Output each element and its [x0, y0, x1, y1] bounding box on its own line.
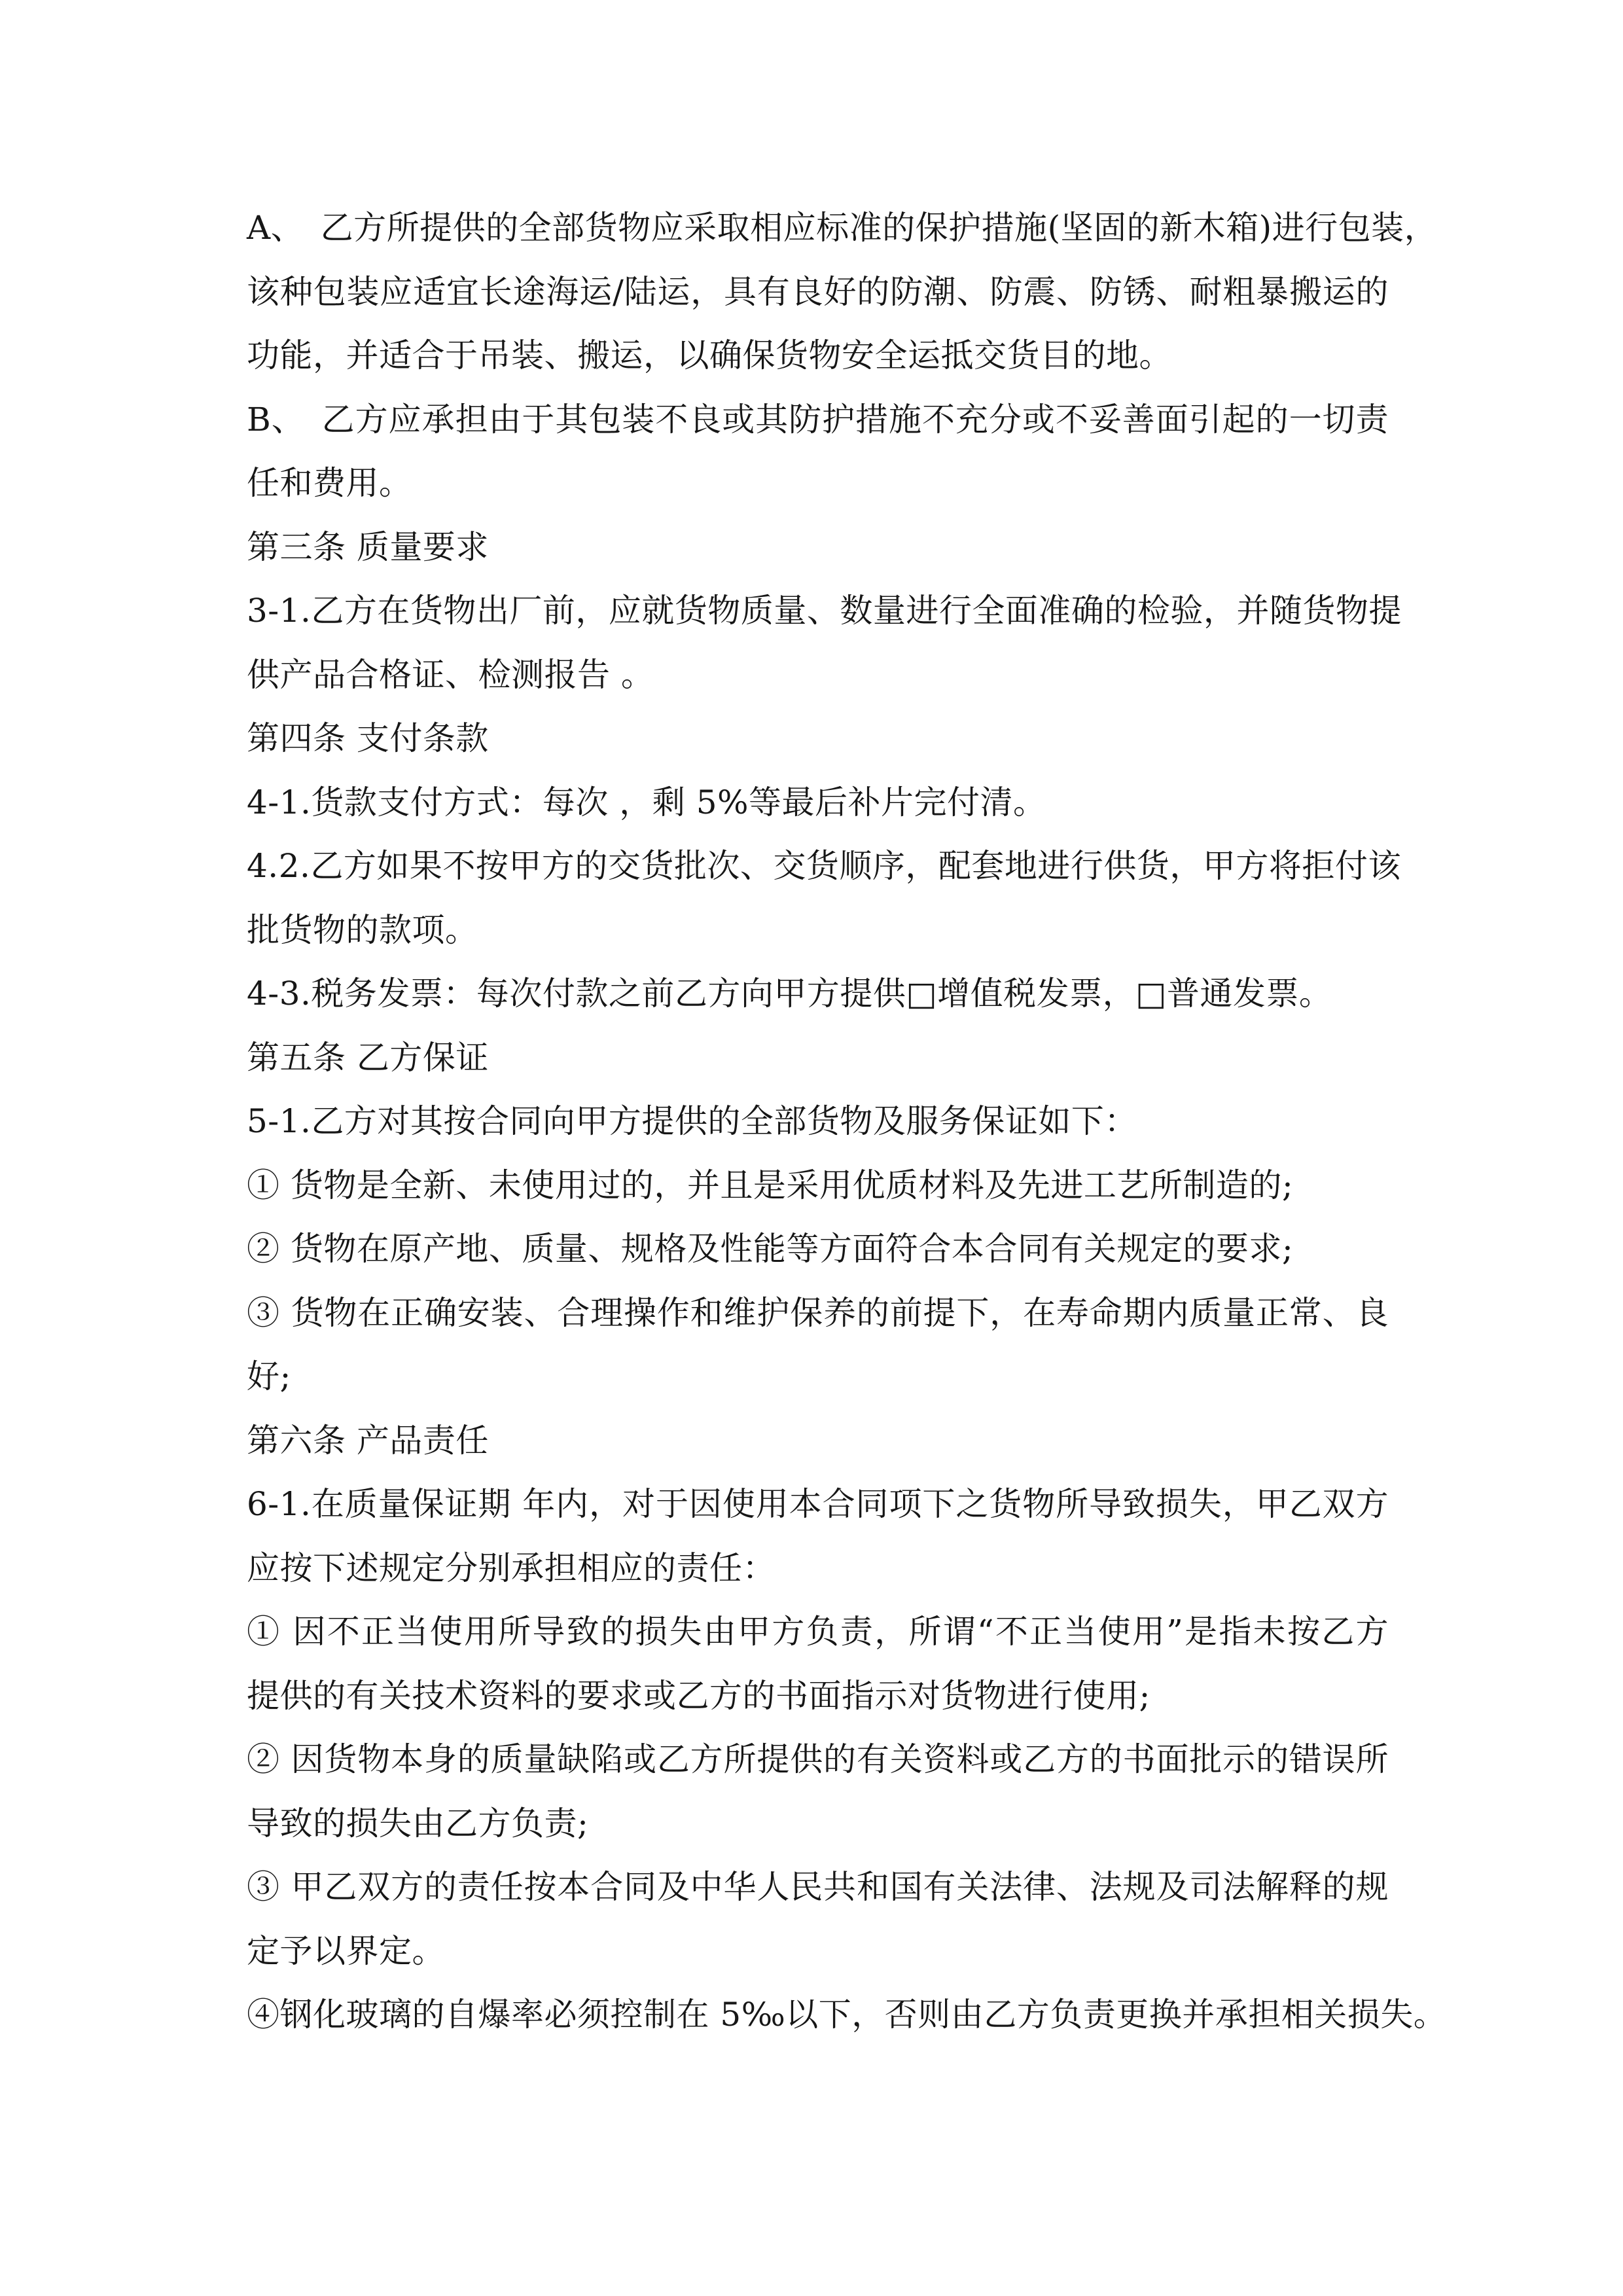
text-line: 应按下述规定分别承担相应的责任： — [247, 1549, 776, 1587]
text-line: 导致的损失由乙方负责; — [247, 1804, 589, 1842]
text-line: 4-3.税务发票：每次付款之前乙方向甲方提供□增值税发票，□普通发票。 — [247, 975, 1332, 1013]
text-line: 6-1.在质量保证期 年内，对于因使用本合同项下之货物所导致损失，甲乙双方 — [247, 1485, 1389, 1523]
list-item: ④钢化玻璃的自爆率必须控制在 5‰以下，否则由乙方负责更换并承担相关损失。 — [247, 1996, 1447, 2034]
text-line: 供产品合格证、检测报告 。 — [247, 655, 654, 694]
list-item: ① 货物是全新、未使用过的，并且是采用优质材料及先进工艺所制造的; — [247, 1166, 1294, 1204]
text-line: 定予以界定。 — [247, 1931, 445, 1970]
text-line: 功能，并适合于吊装、搬运，以确保货物安全运抵交货目的地。 — [247, 336, 1172, 374]
text-line: 提供的有关技术资料的要求或乙方的书面指示对货物进行使用; — [247, 1676, 1150, 1715]
section-heading: 第六条 产品责任 — [247, 1421, 489, 1460]
text-line: A、 乙方所提供的全部货物应采取相应标准的保护措施(坚固的新木箱)进行包装， — [247, 209, 1438, 247]
section-heading: 第五条 乙方保证 — [247, 1038, 489, 1077]
text-line: B、 乙方应承担由于其包装不良或其防护措施不充分或不妥善面引起的一切责 — [247, 400, 1389, 439]
text-line: 该种包装应适宜长途海运/陆运，具有良好的防潮、防震、防锈、耐粗暴搬运的 — [247, 272, 1389, 311]
text-line: 4.2.乙方如果不按甲方的交货批次、交货顺序，配套地进行供货，甲方将拒付该 — [247, 847, 1401, 885]
section-heading: 第四条 支付条款 — [247, 719, 489, 757]
section-heading: 第三条 质量要求 — [247, 528, 489, 566]
text-line: 任和费用。 — [247, 464, 412, 502]
text-line: 3-1.乙方在货物出厂前，应就货物质量、数量进行全面准确的检验，并随货物提 — [247, 592, 1402, 630]
document-body — [247, 196, 1447, 2047]
text-line: 4-1.货款支付方式：每次 ，剩 5%等最后补片完付清。 — [247, 783, 1046, 821]
list-item: ② 因货物本身的质量缺陷或乙方所提供的有关资料或乙方的书面批示的错误所 — [247, 1740, 1389, 1778]
list-item: ③ 货物在正确安装、合理操作和维护保养的前提下，在寿命期内质量正常、良 — [247, 1293, 1389, 1332]
text-line: 好; — [247, 1357, 291, 1395]
list-item: ① 因不正当使用所导致的损失由甲方负责，所谓“不正当使用”是指未按乙方 — [247, 1613, 1389, 1651]
list-item: ② 货物在原产地、质量、规格及性能等方面符合本合同有关规定的要求; — [247, 1230, 1294, 1268]
text-line: 5-1.乙方对其按合同向甲方提供的全部货物及服务保证如下： — [247, 1102, 1137, 1140]
text-line: 批货物的款项。 — [247, 910, 478, 949]
list-item: ③ 甲乙双方的责任按本合同及中华人民共和国有关法律、法规及司法解释的规 — [247, 1868, 1389, 1906]
